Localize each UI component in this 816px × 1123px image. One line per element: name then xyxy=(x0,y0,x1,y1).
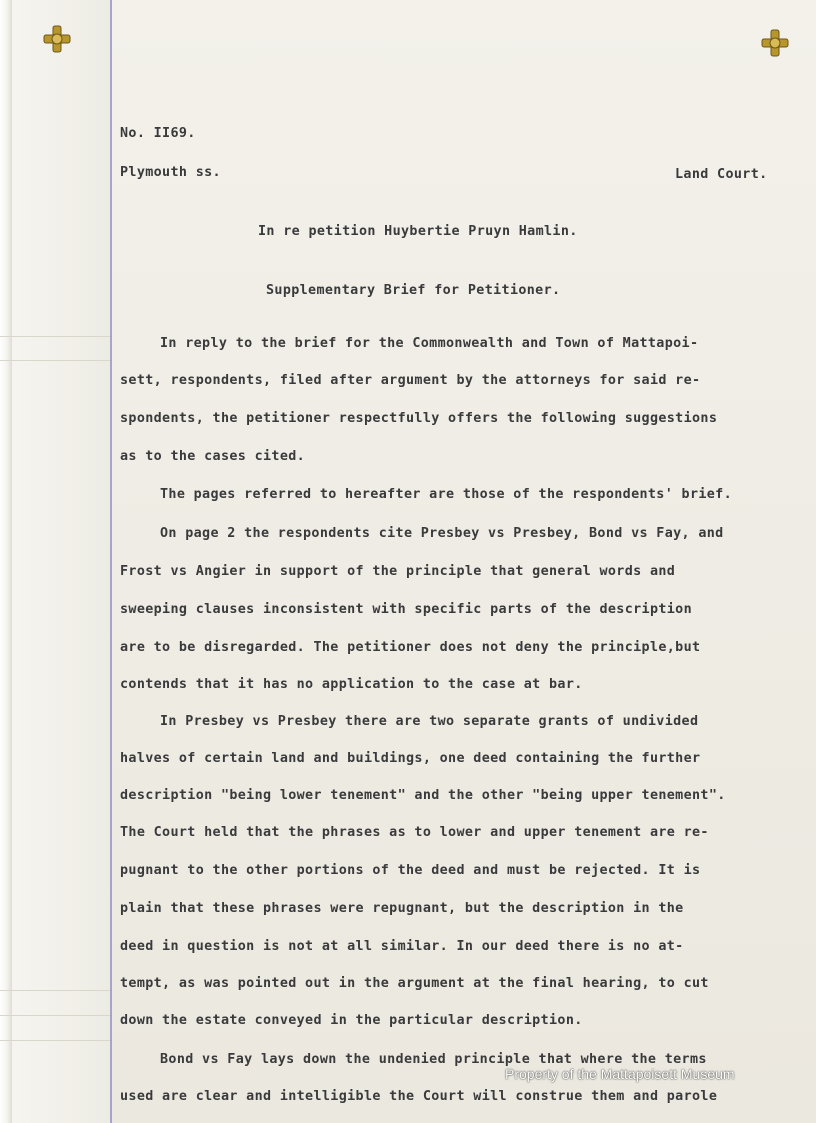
page-layer-line xyxy=(0,1015,112,1016)
body-line: Frost vs Angier in support of the principle that general words and xyxy=(120,564,676,579)
body-line: halves of certain land and buildings, one deed containing the further xyxy=(120,751,701,766)
body-line: In reply to the brief for the Commonwealth and Town of Mattapoi- xyxy=(160,336,699,351)
body-line: spondents, the petitioner respectfully offers the following suggestions xyxy=(120,411,718,426)
document-subtitle: Supplementary Brief for Petitioner. xyxy=(266,283,561,298)
court-name: Land Court. xyxy=(675,167,768,182)
body-line: used are clear and intelligible the Court will construe them and parole xyxy=(120,1089,718,1104)
brass-fastener-icon xyxy=(42,24,72,54)
body-line: plain that these phrases were repugnant, but the description in the xyxy=(120,901,684,916)
body-line: In Presbey vs Presbey there are two separate grants of undivided xyxy=(160,714,699,729)
page-layer-line xyxy=(0,1040,112,1041)
body-line: deed in question is not at all similar. In our deed there is no at- xyxy=(120,939,684,954)
body-line: sweeping clauses inconsistent with specific parts of the description xyxy=(120,602,693,617)
page-layer-line xyxy=(0,360,112,361)
brass-fastener-icon xyxy=(760,28,790,58)
body-line: The Court held that the phrases as to lower and upper tenement are re- xyxy=(120,825,709,840)
document-title: In re petition Huybertie Pruyn Hamlin. xyxy=(258,224,578,239)
case-number: No. II69. xyxy=(120,126,196,141)
body-line: Bond vs Fay lays down the undenied principle that where the terms xyxy=(160,1052,707,1067)
body-line: On page 2 the respondents cite Presbey vs Presbey, Bond vs Fay, and xyxy=(160,526,724,541)
binding-strip xyxy=(0,0,110,1123)
body-line: contends that it has no application to the case at bar. xyxy=(120,677,583,692)
body-line: tempt, as was pointed out in the argument at the final hearing, to cut xyxy=(120,976,709,991)
margin-rule xyxy=(110,0,112,1123)
body-line: The pages referred to hereafter are those of the respondents' brief. xyxy=(160,487,733,502)
body-line: pugnant to the other portions of the deed and must be rejected. It is xyxy=(120,863,701,878)
body-line: sett, respondents, filed after argument by the attorneys for said re- xyxy=(120,373,701,388)
body-line: down the estate conveyed in the particular description. xyxy=(120,1013,583,1028)
page-layer-line xyxy=(0,990,112,991)
museum-watermark: Property of the Mattapoisett Museum xyxy=(505,1066,735,1082)
body-line: description "being lower tenement" and the other "being upper tenement". xyxy=(120,788,726,803)
page-edge xyxy=(0,0,12,1123)
body-line: as to the cases cited. xyxy=(120,449,306,464)
venue: Plymouth ss. xyxy=(120,165,221,180)
body-line: are to be disregarded. The petitioner does not deny the principle,but xyxy=(120,640,701,655)
page-layer-line xyxy=(0,336,112,337)
